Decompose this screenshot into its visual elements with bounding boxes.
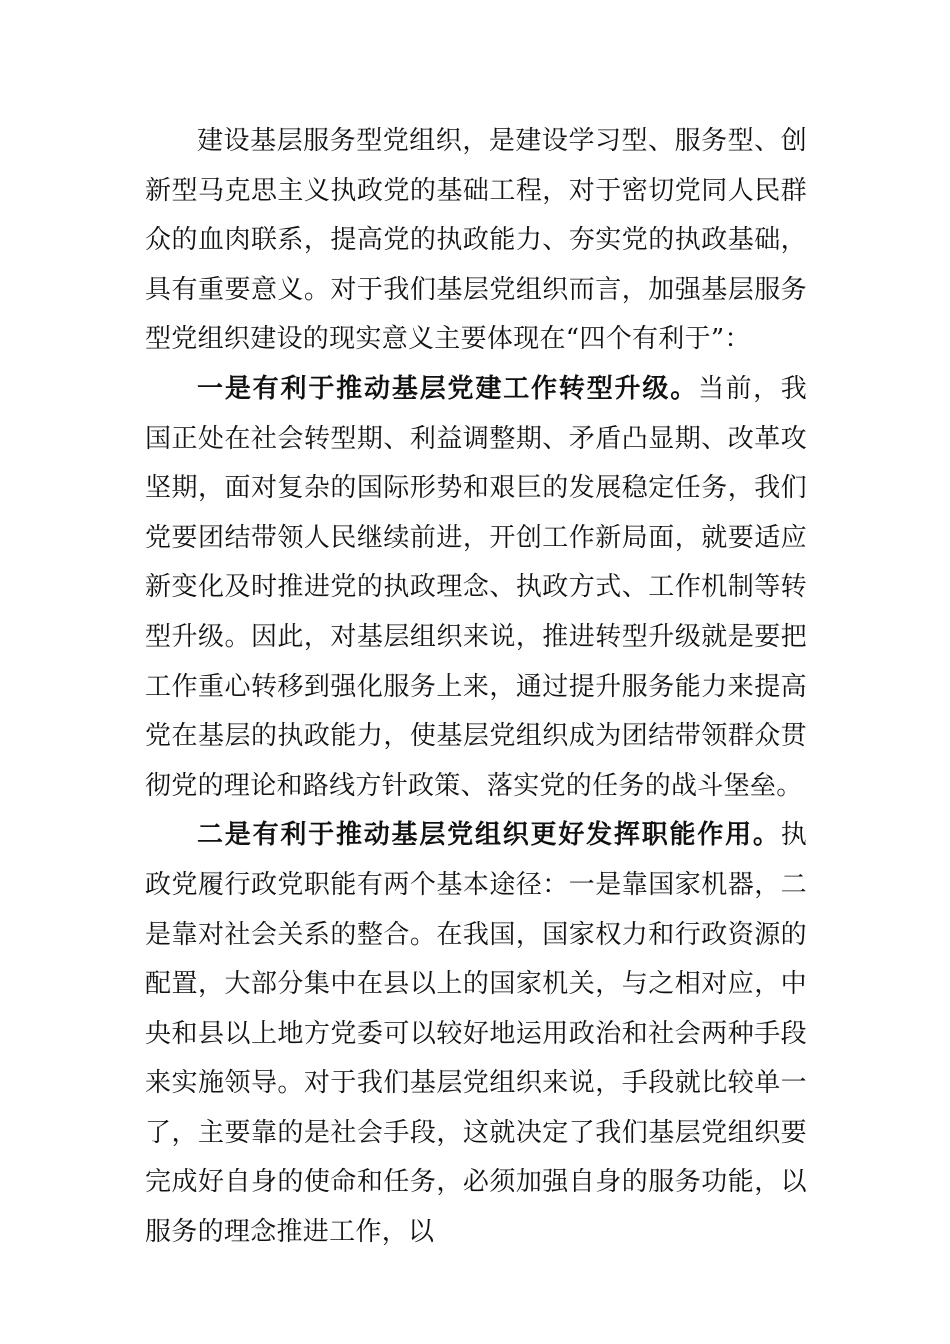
paragraph-intro-text: 建设基层服务型党组织，是建设学习型、服务型、创新型马克思主义执政党的基础工程，对于密切党同人民群众的血肉联系，提高党的执政能力、夯实党的执政基础，具有重要意义。对于我们基层党组织而言，加强基层服务型党组织建设的现实意义主要体现在“四个有利于”： bbox=[145, 126, 807, 355]
paragraph-point-two-text: 执政党履行政党职能有两个基本途径：一是靠国家机器，二是靠对社会关系的整合。在我国，国家权力和行政资源的配置，大部分集中在县以上的国家机关，与之相对应，中央和县以上地方党委可以较好地运用政治和社会两种手段来实施领导。对于我们基层党组织来说，手段就比较单一了，主要靠的是社会手段，这就决定了我们基层党组织要完成好自身的使命和任务，必须加强自身的服务功能，以服务的理念推进工作，以 bbox=[145, 820, 807, 1248]
paragraph-point-two bbox=[145, 811, 807, 1257]
paragraph-point-one-heading: 一是有利于推动基层党建工作转型升级。 bbox=[197, 373, 699, 404]
paragraph-point-two-heading: 二是有利于推动基层党组织更好发挥职能作用。 bbox=[197, 820, 781, 851]
document-body bbox=[145, 117, 807, 1258]
paragraph-intro bbox=[145, 117, 807, 365]
paragraph-point-one-text: 当前，我国正处在社会转型期、利益调整期、矛盾凸显期、改革攻坚期，面对复杂的国际形势和艰巨的发展稳定任务，我们党要团结带领人民继续前进，开创工作新局面，就要适应新变化及时推进党的执政理念、执政方式、工作机制等转型升级。因此，对基层组织来说，推进转型升级就是要把工作重心转移到强化服务上来，通过提升服务能力来提高党在基层的执政能力，使基层党组织成为团结带领群众贯彻党的理论和路线方针政策、落实党的任务的战斗堡垒。 bbox=[145, 373, 807, 801]
paragraph-point-one bbox=[145, 365, 807, 811]
